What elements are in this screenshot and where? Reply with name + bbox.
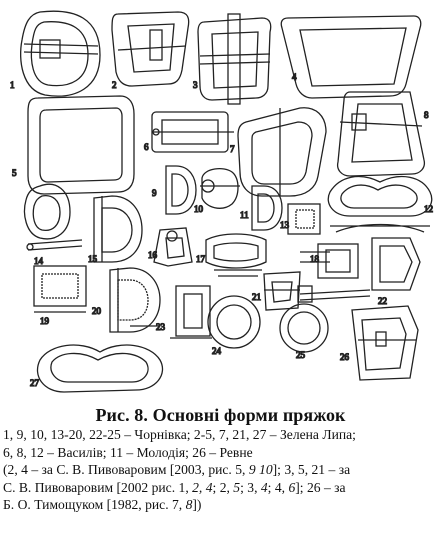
label-1: 1 [10, 80, 15, 90]
caption-line-3 [0, 461, 441, 479]
label-19: 19 [40, 316, 49, 326]
label-9: 9 [152, 188, 157, 198]
figure-caption [0, 404, 441, 514]
buckle-9 [166, 166, 196, 214]
buckle-2 [112, 12, 189, 86]
buckle-13 [288, 204, 320, 234]
buckle-10 [200, 169, 240, 209]
buckle-8 [338, 92, 425, 176]
label-25: 25 [296, 350, 305, 360]
caption-line-4-a: С. В. Пивоваровим [2002 рис. 1, [3, 479, 193, 495]
buckle-15 [94, 196, 142, 262]
label-11: 11 [240, 210, 249, 220]
buckle-24 [208, 296, 260, 348]
label-17: 17 [196, 254, 205, 264]
label-23: 23 [156, 322, 165, 332]
caption-line-3-b: 9 10 [248, 462, 273, 477]
label-16: 16 [148, 250, 157, 260]
label-2: 2 [112, 80, 117, 90]
label-22: 22 [378, 296, 387, 306]
figure-title: Рис. 8. Основні форми пряжок [95, 405, 346, 425]
buckle-20 [110, 268, 160, 332]
label-18: 18 [310, 254, 319, 264]
caption-line-4-e: ; 3, [240, 479, 261, 495]
caption-line-4 [0, 479, 441, 497]
buckle-18 [300, 244, 358, 278]
buckle-22 [298, 286, 370, 302]
buckle-7 [238, 108, 326, 196]
label-12: 12 [424, 204, 433, 214]
buckle-5 [28, 96, 134, 194]
label-20: 20 [92, 306, 101, 316]
label-24: 24 [212, 346, 221, 356]
caption-line-5-b: 8 [185, 497, 193, 512]
label-14: 14 [34, 256, 43, 266]
buckle-21 [264, 272, 300, 310]
label-3: 3 [193, 80, 198, 90]
caption-line-4-i: ]; 26 – за [295, 479, 346, 495]
label-13: 13 [280, 220, 289, 230]
buckle-6 [152, 112, 234, 152]
buckle-12 [328, 177, 432, 232]
label-8: 8 [424, 110, 429, 120]
buckle-4 [281, 16, 421, 98]
caption-line-4-h: 6 [288, 479, 296, 495]
caption-line-4-d: 5 [233, 479, 241, 495]
buckle-17 [206, 234, 266, 276]
label-27: 27 [30, 378, 39, 388]
buckle-22-frame [372, 238, 420, 290]
caption-line-3-c: ]; 3, 5, 21 – за [272, 462, 351, 477]
caption-line-4-g: ; 4, [267, 479, 289, 495]
buckle-11 [252, 186, 282, 230]
buckle-26 [352, 306, 418, 380]
label-15: 15 [88, 254, 97, 264]
caption-line-4-f: 4 [260, 479, 268, 495]
caption-line-1: 1, 9, 10, 13-20, 22-25 – Чорнівка; 2-5, 7, 21, 27 – Зелена Липа; [3, 427, 356, 442]
buckle-27 [37, 345, 162, 392]
label-4: 4 [292, 72, 297, 82]
buckle-16 [154, 228, 192, 266]
label-5: 5 [12, 168, 17, 178]
buckle-3 [198, 14, 271, 104]
label-10: 10 [194, 204, 203, 214]
buckle-19 [34, 266, 86, 312]
buckle-1 [21, 11, 100, 96]
caption-line-5-c: ]) [192, 497, 202, 512]
caption-line-4-c: ; 2, [212, 479, 234, 495]
caption-line-2: 6, 8, 12 – Василів; 11 – Молодія; 26 – Ревне [3, 444, 253, 460]
caption-line-3-a: (2, 4 – за С. В. Пивоваровим [2003, рис. 5, [3, 462, 249, 477]
caption-line-4-b: 2, 4 [192, 479, 213, 495]
label-26: 26 [340, 352, 349, 362]
label-7: 7 [230, 144, 235, 154]
label-21: 21 [252, 292, 261, 302]
buckle-25 [280, 304, 328, 352]
caption-line-5-a: Б. О. Тимощуком [1982, рис. 7, [3, 497, 186, 512]
label-6: 6 [144, 142, 149, 152]
caption-line-5 [0, 496, 441, 514]
buckle-23 [170, 286, 212, 338]
